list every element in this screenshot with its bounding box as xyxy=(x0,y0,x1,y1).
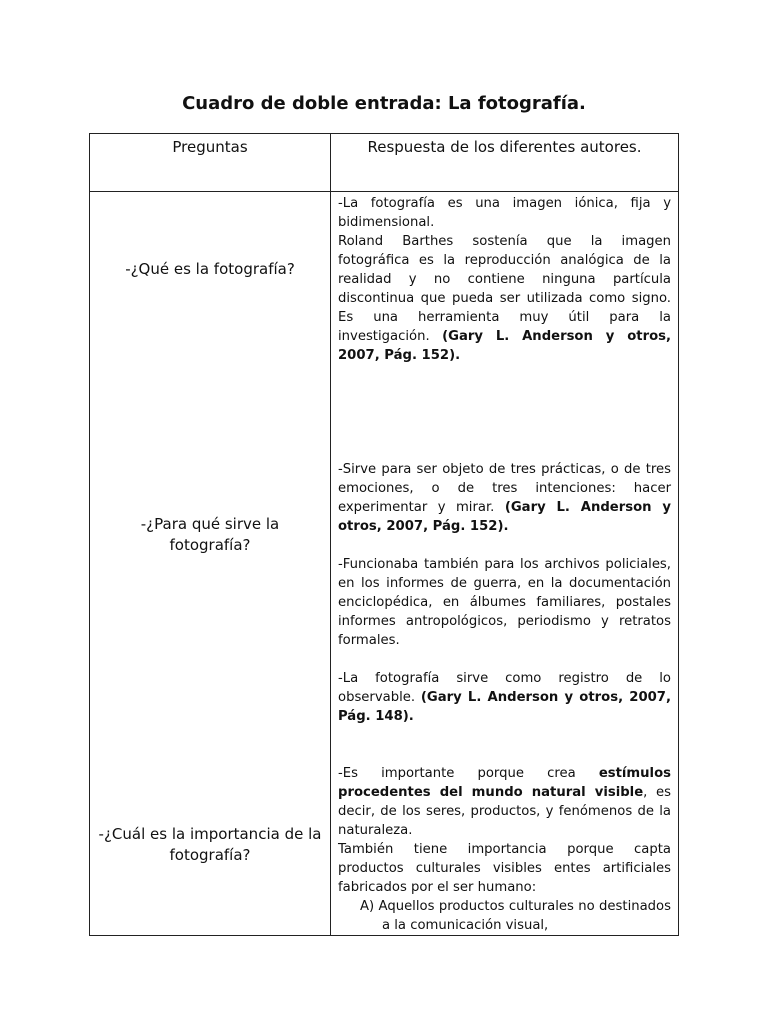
header-answers xyxy=(331,134,679,192)
header-answers-label: Respuesta de los diferentes autores. xyxy=(367,138,642,156)
answer-3-paragraph-2: También tiene importancia porque capta productos culturales visibles entes artificiales fabricados por el ser humano: xyxy=(338,842,671,895)
answer-2-paragraph-3 xyxy=(338,669,671,726)
answer-3-text-b: , es decir, de los seres, productos, y fenómenos de la naturaleza. xyxy=(338,785,671,838)
answer-3-paragraph-1 xyxy=(338,764,671,840)
answer-3-text-a: -Es importante porque crea xyxy=(338,766,599,781)
double-entry-table xyxy=(89,133,679,936)
answers-cell xyxy=(331,192,679,936)
answer-2-text: -Sirve para ser objeto de tres prácticas, o de tres emociones, o de tres intenciones: hacer experimentar y mirar. xyxy=(338,462,671,515)
answers-text xyxy=(331,192,678,935)
document-title: Cuadro de doble entrada: La fotografía. xyxy=(182,93,586,114)
question-1: -¿Qué es la fotografía? xyxy=(125,260,295,278)
question-3: -¿Cuál es la importancia de la fotografía? xyxy=(98,825,322,864)
question-2: -¿Para qué sirve la fotografía? xyxy=(140,515,280,554)
header-questions xyxy=(90,134,331,192)
answer-1-paragraph-2 xyxy=(338,232,671,365)
header-questions-label: Preguntas xyxy=(172,138,248,156)
answer-2-observable-text: -La fotografía sirve como registro de lo observable. xyxy=(338,671,671,705)
answer-2-paragraph-2: -Funcionaba también para los archivos policiales, en los informes de guerra, en la documentación enciclopédica, en álbumes familiares, postales informes antropológicos, periodismo y retratos formales. xyxy=(338,557,671,648)
answer-3-bold: estímulos procedentes del mundo natural visible xyxy=(338,766,671,800)
answer-2-paragraph-1 xyxy=(338,460,671,536)
questions-cell xyxy=(90,192,331,936)
answer-2-observable-citation: (Gary L. Anderson y otros, 2007, Pág. 148). xyxy=(338,690,671,724)
answer-2-citation: (Gary L. Anderson y otros, 2007, Pág. 152). xyxy=(338,500,671,534)
table-body-row xyxy=(90,192,679,936)
answer-1-paragraph-1: -La fotografía es una imagen iónica, fija y bidimensional. xyxy=(338,196,671,230)
answer-1-text: Roland Barthes sostenía que la imagen fotográfica es la reproducción analógica de la realidad y no contiene ninguna partícula discontinua que pueda ser utilizada como signo. Es una herramienta muy útil para la investigación. xyxy=(338,234,671,344)
answer-3-list-item-a: A) Aquellos productos culturales no destinados a la comunicación visual, xyxy=(360,899,671,933)
table-header-row xyxy=(90,134,679,192)
answer-1-citation: (Gary L. Anderson y otros, 2007, Pág. 152). xyxy=(338,329,671,363)
